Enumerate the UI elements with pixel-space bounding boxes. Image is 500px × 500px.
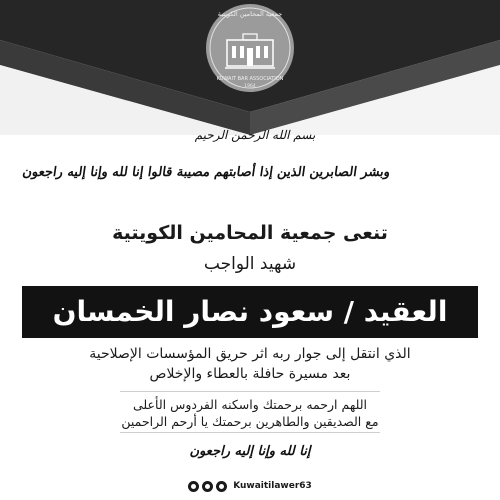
quran-verse-calligraphy: وبشر الصابرين الذين إذا أصابتهم مصيبة قالوا إنا لله وإنا إليه راجعون [21,165,392,180]
closing-calligraphy: إنا لله وإنا إليه راجعون [189,444,311,459]
social-handle[interactable]: Kuwaitilawer63 [233,481,312,491]
prayer-line-2: مع الصديقين والطاهرين برحمتك يا أرحم الراحمين [121,414,379,429]
instagram-icon[interactable] [188,481,199,492]
association-logo [205,0,295,103]
logo-founded: 1964 [244,84,256,89]
description-line-1: الذي انتقل إلى جوار ربه اثر حريق المؤسسات الإصلاحية [89,346,411,362]
prayer-line-1: اللهم ارحمه برحمتك واسكنه الفردوس الأعلى [133,397,367,412]
logo-bottom-caption: KUWAIT BAR ASSOCIATION [216,76,284,82]
social-footer [0,478,500,494]
martyr-subtitle: شهيد الواجب [203,254,297,274]
divider-top [120,391,380,392]
basmala-calligraphy: بسم الله الرحمن الرحيم [194,128,316,142]
mourner-heading: تنعى جمعية المحامين الكويتية [112,222,388,244]
deceased-name-banner: العقيد / سعود نصار الخمسان [22,286,478,338]
description-line-2: بعد مسيرة حافلة بالعطاء والإخلاص [149,366,351,382]
twitter-icon[interactable] [202,481,213,492]
divider-bottom [120,432,380,433]
logo-top-caption: جمعية المحامين الكويتية [217,10,283,18]
snapchat-icon[interactable] [216,481,227,492]
